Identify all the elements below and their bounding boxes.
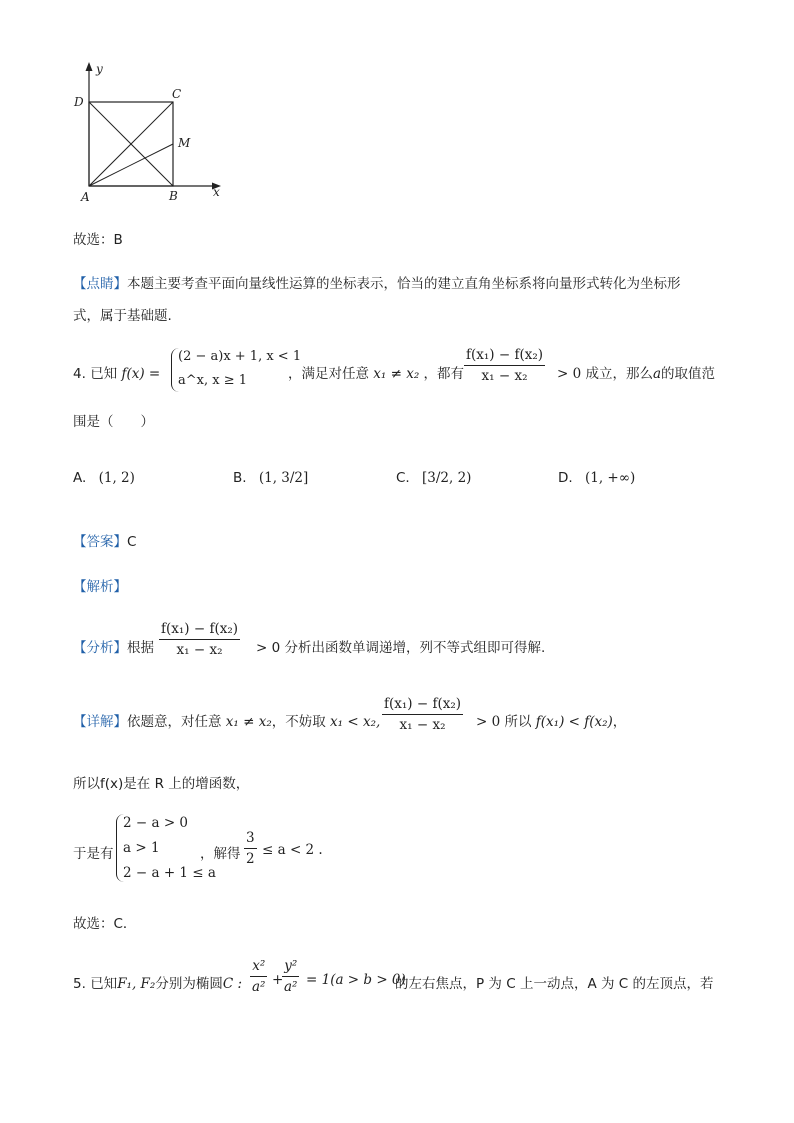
fenxi-frac-num: f(x₁) − f(x₂) — [159, 621, 240, 640]
option-a — [73, 470, 135, 486]
question-5-c: C : — [222, 976, 242, 992]
option-b-value: (1, 3/2] — [258, 470, 309, 486]
xiangjie-post: > 0 所以 — [476, 714, 532, 730]
question-5-intro: 已知 — [90, 976, 118, 992]
comment-line-1 — [73, 272, 681, 292]
question-4-fx: f(x) = — [121, 366, 161, 382]
label-c: C — [172, 87, 182, 101]
question-5-fraction-1 — [248, 958, 269, 995]
option-a-value: (1, 2) — [98, 470, 135, 486]
option-a-label: A. — [73, 470, 87, 486]
question-5-eq: = 1(a > b > 0) — [306, 972, 406, 988]
fenxi-post: > 0 分析出函数单调递增，列不等式组即可得解. — [256, 640, 546, 656]
option-c — [396, 470, 471, 486]
option-d-label: D. — [558, 470, 573, 486]
xiangjie-tag: 【详解】 — [73, 714, 127, 730]
question-5-frac2-num: y² — [282, 958, 299, 977]
question-5-f1f2: F₁, F₂ — [117, 976, 156, 992]
option-d-value: (1, +∞) — [584, 470, 636, 486]
question-5-fraction-2 — [280, 958, 301, 995]
question-4-line-1-mid — [288, 362, 464, 382]
label-x: x — [213, 185, 220, 199]
question-4-frac-den: x₁ − x₂ — [481, 368, 528, 384]
question-4-tail: > 0 成立，那么 — [557, 366, 653, 382]
xiangjie-cond: x₁ ≠ x₂ — [225, 714, 272, 730]
system-row-2: a > 1 — [123, 840, 160, 856]
xiangjie-frac-den: x₁ − x₂ — [399, 717, 446, 733]
xiangjie-line-end — [476, 710, 626, 730]
answer-value: C — [127, 534, 137, 550]
xiangjie-result: f(x₁) < f(x₂) — [535, 714, 613, 730]
fenxi-line — [73, 636, 154, 656]
question-4-tail2: 的取值范 — [661, 366, 716, 382]
xiangjie-line-start — [73, 710, 380, 730]
option-c-value: [3/2, 2) — [422, 470, 472, 486]
question-4-cond: x₁ ≠ x₂ — [373, 366, 420, 382]
system-fraction — [242, 830, 259, 867]
label-a: A — [81, 190, 90, 204]
system-row-3: 2 − a + 1 ≤ a — [123, 865, 216, 881]
question-5-frac1-den: a² — [252, 979, 266, 995]
system-post: ，解得 — [200, 846, 241, 862]
answer-tag: 【答案】 — [73, 534, 127, 550]
question-4-piece-1: (2 − a)x + 1, x < 1 — [178, 349, 302, 364]
question-4-intro: 已知 — [90, 366, 118, 382]
system-frac-den: 2 — [246, 851, 255, 867]
square-figure — [60, 58, 230, 208]
option-d — [558, 470, 635, 486]
question-5-mid: 分别为椭圆 — [155, 976, 223, 992]
option-b — [233, 470, 308, 486]
question-5-frac1-num: x² — [250, 958, 267, 977]
comment-line-2: 式，属于基础题. — [73, 308, 172, 324]
question-5-start — [73, 972, 242, 992]
analysis-tag: 【解析】 — [73, 579, 127, 595]
fenxi-fraction — [157, 621, 242, 658]
answer-line-c: 故选：C． — [73, 916, 137, 932]
xiangjie-fraction — [380, 696, 465, 733]
question-4-line-1 — [73, 362, 160, 382]
question-5-frac2-den: a² — [284, 979, 298, 995]
question-4-frac-num: f(x₁) − f(x₂) — [464, 347, 545, 366]
system-result: ≤ a < 2 . — [262, 842, 323, 858]
question-4-piece-2: a^x, x ≥ 1 — [178, 373, 247, 388]
question-4-line-1-tail — [557, 362, 715, 382]
question-5-plus: + — [272, 972, 284, 988]
system-pre: 于是有 — [73, 846, 114, 862]
option-b-label: B. — [233, 470, 247, 486]
xiangjie-assume: x₁ < x₂, — [330, 714, 381, 730]
question-4-number: 4. — [73, 366, 86, 382]
increasing-line: 所以f(x)是在 R 上的增函数， — [73, 776, 250, 792]
system-row-1: 2 − a > 0 — [123, 815, 189, 831]
xiangjie-pre: 依题意，对任意 — [127, 714, 222, 730]
question-4-fraction — [462, 347, 547, 384]
question-4-var-a: a — [652, 366, 662, 382]
question-4-mid2: ，都有 — [423, 366, 465, 382]
system-frac-num: 3 — [244, 830, 257, 849]
question-5-number: 5. — [73, 976, 86, 992]
fenxi-pre: 根据 — [127, 640, 154, 656]
comment-tag: 【点睛】 — [73, 276, 127, 292]
question-5-tail: 的左右焦点，P 为 C 上一动点，A 为 C 的左顶点，若 — [395, 976, 714, 992]
answer-line — [73, 530, 136, 550]
xiangjie-frac-num: f(x₁) − f(x₂) — [382, 696, 463, 715]
label-d: D — [74, 95, 84, 109]
label-y: y — [96, 62, 103, 76]
option-c-label: C. — [396, 470, 410, 486]
xiangjie-end: ， — [612, 714, 627, 730]
answer-line-b: 故选：B — [73, 232, 123, 248]
fenxi-tag: 【分析】 — [73, 640, 127, 656]
label-b: B — [169, 189, 178, 203]
xiangjie-mid: ，不妨取 — [271, 714, 326, 730]
question-4-line-2: 围是（ ） — [73, 414, 154, 430]
fenxi-frac-den: x₁ − x₂ — [176, 642, 223, 658]
comment-text-1: 本题主要考查平面向量线性运算的坐标表示，恰当的建立直角坐标系将向量形式转化为坐标形 — [127, 276, 681, 292]
question-4-mid: ，满足对任意 — [288, 366, 369, 382]
label-m: M — [178, 136, 191, 150]
